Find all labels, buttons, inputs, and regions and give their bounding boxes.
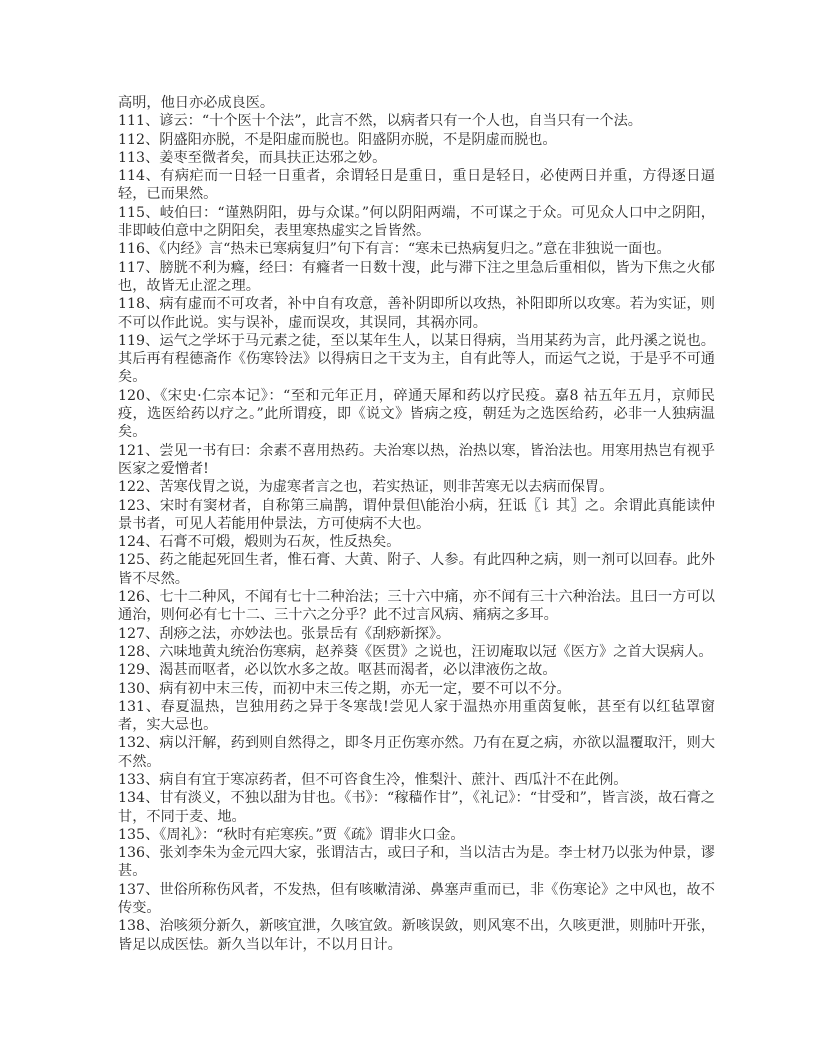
note-131: 131、春夏温热，岂独用药之异于冬寒哉!尝见人家于温热亦用重茵复帐，甚至有以红毡罩窗者，实大忌也。 xyxy=(118,698,715,734)
note-124: 124、石膏不可煅，煅则为石灰，性反热矣。 xyxy=(118,534,401,551)
note-135: 135、《周礼》：“秋时有疟寒疾。”贾《疏》谓非火口金。 xyxy=(118,826,465,843)
note-122: 122、苦寒伐胃之说，为虚寒者言之也，若实热证，则非苦寒无以去病而保胃。 xyxy=(118,479,614,496)
continuation-paragraph: 高明，他日亦必成良医。 xyxy=(118,95,275,111)
note-118: 118、病有虚而不可攻者，补中自有攻意，善补阴即所以攻热，补阳即所以攻寒。若为实证，则不可以作此说。实与误补，虚而误攻，其误同，其祸亦同。 xyxy=(118,296,715,331)
note-113: 113、姜枣至微者矣，而具扶正达邪之妙。 xyxy=(118,149,387,166)
note-120: 120、《宋史·仁宗本记》：“至和元年正月，碎通天犀和药以疗民疫。嘉8 祜五年五月，京师民疫，选医给药以疗之。”此所谓疫，即《说文》皆病之疫，朝廷为之选医给药，必非一人独病温矣。 xyxy=(118,387,715,441)
note-117: 117、膀胱不利为癃，经曰：有癃者一日数十溲，此与滞下注之里急后重相似，皆为下焦之火郁也，故皆无止涩之理。 xyxy=(118,259,715,294)
page-text-block xyxy=(118,94,715,954)
note-123: 123、宋时有窦材者，自称第三扁鹊，谓仲景但\能治小病，狂诋〖讠其〗之。余谓此真能读仲景书者，可见人若能用仲景法，方可使病不大也。 xyxy=(118,497,715,532)
note-114: 114、有病疟而一日轻一日重者，余谓轻日是重日，重日是轻日，必使两日并重，方得逐日逼轻，已而果然。 xyxy=(118,168,715,203)
note-138: 138、治咳须分新久，新咳宜泄，久咳宜敛。新咳误敛，则风寒不出，久咳更泄，则肺叶开张，皆足以成医怯。新久当以年计，不以月日计。 xyxy=(118,918,715,953)
note-116: 116、《内经》言“热未已寒病复归”句下有言：“寒未已热病复归之。”意在非独说一面也。 xyxy=(118,241,671,258)
note-119: 119、运气之学坏于马元素之徒，至以某年生人，以某日得病，当用某药为言，此丹溪之说也。其后再有程德斋作《伤寒铃法》以得病日之干支为主，自有此等人，而运气之说，于是乎不可通矣。 xyxy=(118,332,715,386)
note-136: 136、张刘李朱为金元四大家，张谓洁古，或曰子和，当以洁古为是。李士材乃以张为仲景，谬甚。 xyxy=(118,845,715,880)
note-130: 130、病有初中末三传，而初中末三传之期，亦无一定，要不可以不分。 xyxy=(118,680,571,697)
note-121: 121、尝见一书有曰：余素不喜用热药。夫治寒以热，治热以寒，皆治法也。用寒用热岂有视乎医家之爱憎者! xyxy=(118,442,715,477)
note-137: 137、世俗所称伤风者，不发热，但有咳嗽清涕、鼻塞声重而已，非《伤寒论》之中风也，故不传变。 xyxy=(118,881,715,917)
note-115: 115、岐伯曰：“谨熟阴阳，毋与众谋。”何以阴阳两端，不可谋之于众。可见众人口中之阴阳，非即岐伯意中之阴阳矣，表里寒热虚实之旨皆然。 xyxy=(118,204,715,240)
note-128: 128、六味地黄丸统治伤寒病，赵养葵《医贯》之说也，汪讱庵取以冠《医方》之首大误病人。 xyxy=(118,643,713,660)
note-125: 125、药之能起死回生者，惟石膏、大黄、附子、人参。有此四种之病，则一剂可以回春。此外皆不尽然。 xyxy=(118,552,715,587)
note-132: 132、病以汗解，药到则自然得之，即冬月正伤寒亦然。乃有在夏之病，亦欲以温覆取汗，则大不然。 xyxy=(118,735,715,770)
note-129: 129、渴甚而呕者，必以饮水多之故。呕甚而渴者，必以津液伤之故。 xyxy=(118,662,557,679)
note-134: 134、甘有淡义，不独以甜为甘也。《书》：“稼穑作甘”，《礼记》：“甘受和”，皆言淡，故石膏之甘，不同于麦、地。 xyxy=(118,790,715,825)
note-111: 111、谚云：“十个医十个法”，此言不然，以病者只有一个人也，自当只有一个法。 xyxy=(118,113,642,130)
note-112: 112、阴盛阳亦脱，不是阳虚而脱也。阳盛阴亦脱，不是阴虚而脱也。 xyxy=(118,131,557,148)
note-133: 133、病自有宜于寒凉药者，但不可咨食生冷，惟梨汁、蔗汁、西瓜汁不在此例。 xyxy=(118,771,628,788)
note-127: 127、刮痧之法，亦妙法也。张景岳有《刮痧新探》。 xyxy=(118,625,451,642)
note-126: 126、七十二种风，不闻有七十二种治法；三十六中痛，亦不闻有三十六种治法。且曰一方可以通治，则何必有七十二、三十六之分乎？此不过言风病、痛病之多耳。 xyxy=(118,589,715,624)
